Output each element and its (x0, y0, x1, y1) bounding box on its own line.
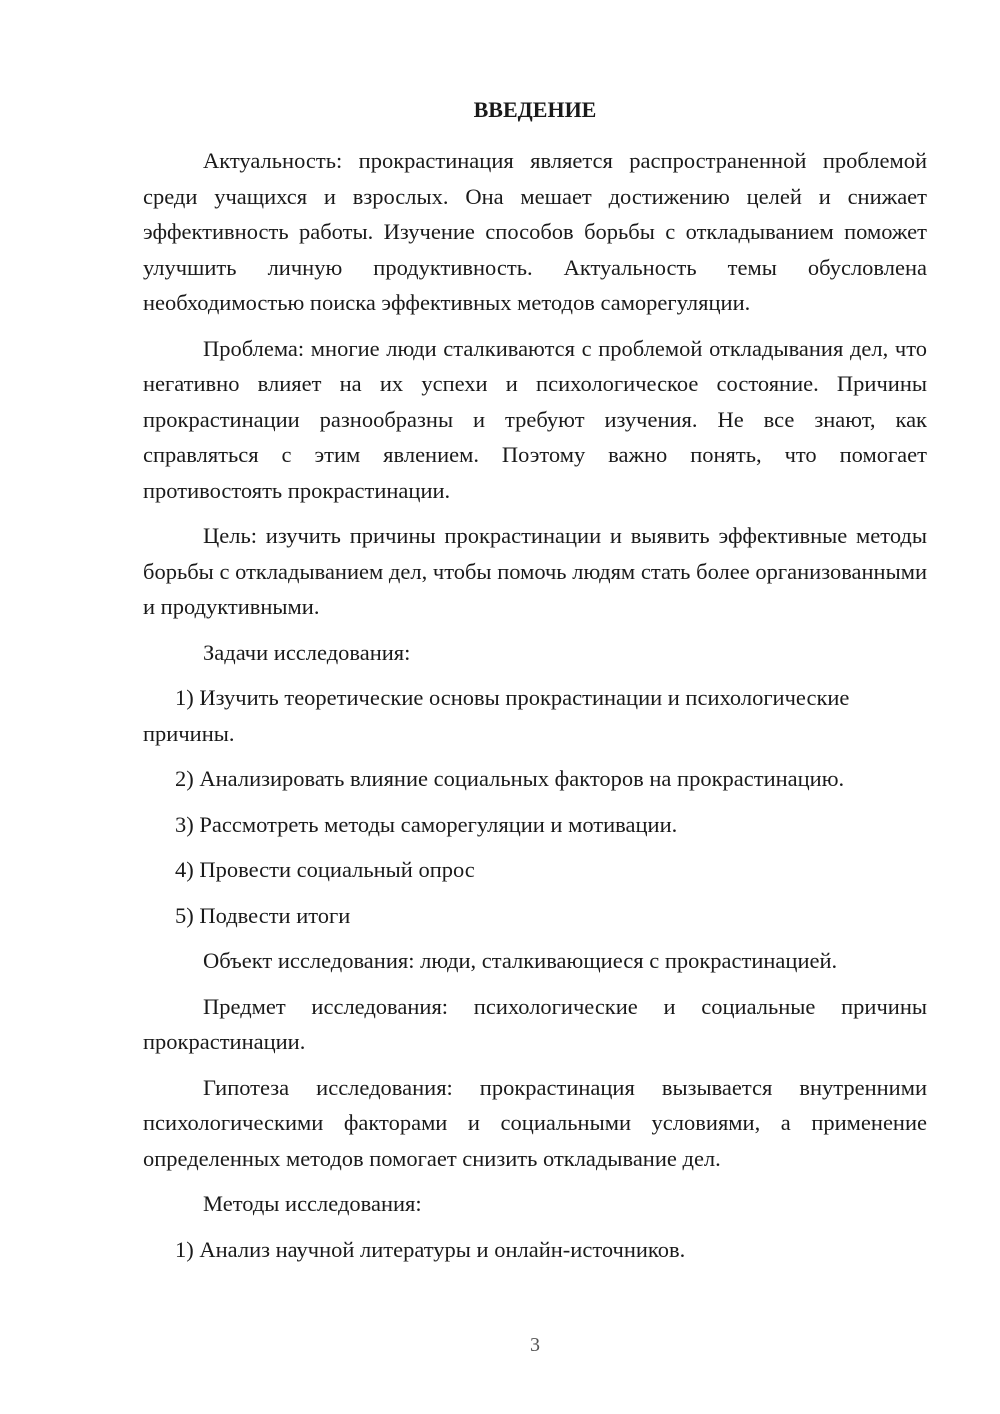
document-body (143, 143, 927, 1277)
object-paragraph: Объект исследования: люди, сталкивающиеся с прокрастинацией. (203, 948, 838, 973)
page-number: 3 (530, 1334, 540, 1356)
task-item: 3) Рассмотреть методы саморегуляции и мотивации. (175, 811, 678, 837)
methods-list (143, 1232, 927, 1268)
tasks-list (143, 680, 927, 933)
hypothesis-paragraph: Гипотеза исследования: прокрастинация вызывается внутренними психологическими факторами и социальными условиями, а применение определенных методов помогает снизить откладывание дел. (143, 1074, 927, 1171)
tasks-heading: Задачи исследования: (203, 639, 411, 665)
task-item: 4) Провести социальный опрос (175, 857, 475, 882)
problem-paragraph: Проблема: многие люди сталкиваются с проблемой откладывания дел, что негативно влияет на их успехи и психологическое состояние. Причины прокрастинации разнообразны и требуют изучения. Не все знают, как справляться с этим явлением. Поэтому важно понять, что помогает противостоять прокрастинации. (143, 335, 927, 503)
methods-heading: Методы исследования: (203, 1191, 422, 1216)
goal-paragraph: Цель: изучить причины прокрастинации и выявить эффективные методы борьбы с откладыванием дел, чтобы помочь людям стать более организованными и продуктивными. (143, 523, 927, 619)
task-item: 5) Подвести итоги (175, 902, 351, 928)
section-title: ВВЕДЕНИЕ (473, 97, 597, 122)
subject-paragraph: Предмет исследования: психологические и социальные причины прокрастинации. (143, 993, 927, 1054)
task-item: 1) Изучить теоретические основы прокрастинации и психологические причины. (143, 685, 850, 746)
task-item: 2) Анализировать влияние социальных факторов на прокрастинацию. (175, 766, 845, 791)
relevance-paragraph: Актуальность: прокрастинация является распространенной проблемой среди учащихся и взрослых. Она мешает достижению целей и снижает эффективность работы. Изучение способов борьбы с откладыванием поможет улучшить личную продуктивность. Актуальность темы обусловлена необходимостью поиска эффективных методов саморегуляции. (143, 148, 927, 315)
method-item: 1) Анализ научной литературы и онлайн-источников. (175, 1236, 686, 1262)
